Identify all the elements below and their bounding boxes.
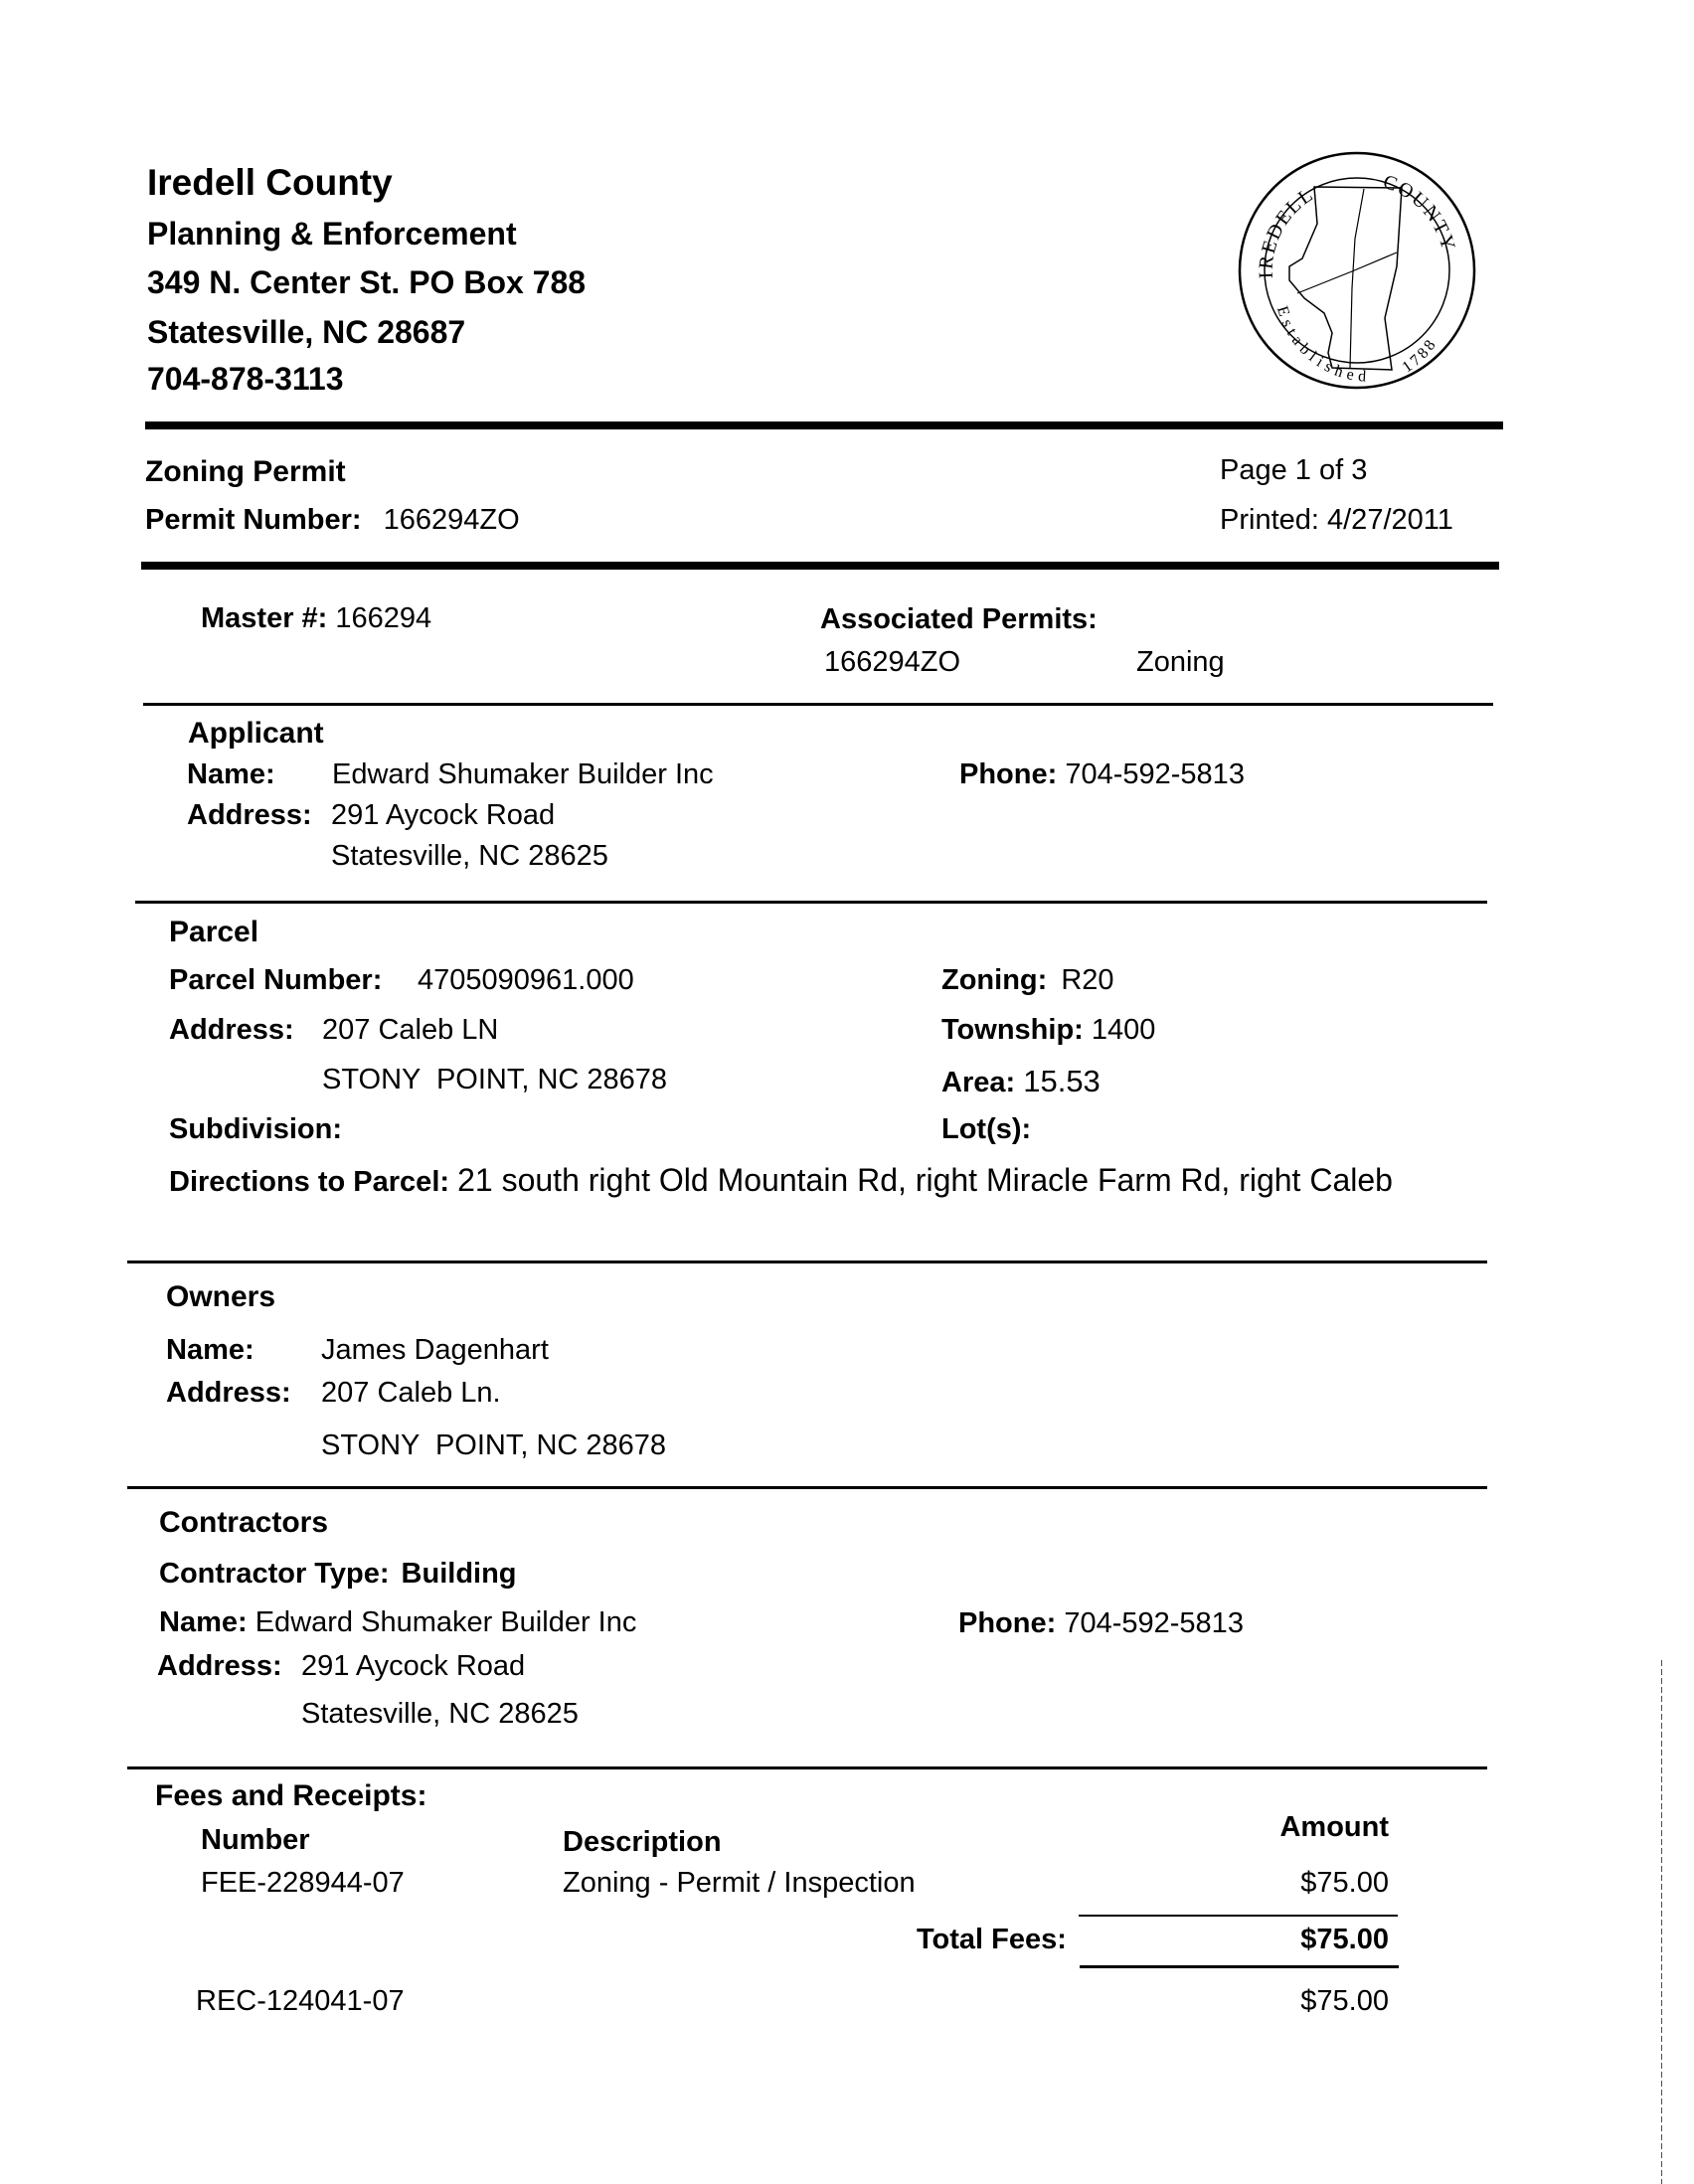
area-label: Area: bbox=[941, 1067, 1016, 1098]
receipt-amount: $75.00 bbox=[1300, 1985, 1389, 2017]
permit-number-label: Permit Number: bbox=[145, 504, 362, 536]
receipt-number: REC-124041-07 bbox=[196, 1985, 405, 2017]
fees-col-number: Number bbox=[201, 1824, 310, 1856]
section-rule bbox=[143, 703, 1493, 706]
master-number: 166294 bbox=[335, 602, 432, 634]
owners-heading: Owners bbox=[166, 1280, 276, 1313]
zoning-label: Zoning: bbox=[941, 964, 1048, 996]
parcel-heading: Parcel bbox=[169, 916, 259, 948]
fees-col-amount: Amount bbox=[1279, 1811, 1389, 1843]
lots-label: Lot(s): bbox=[941, 1113, 1032, 1145]
owner-address-label: Address: bbox=[166, 1377, 291, 1409]
contractor-type: Building bbox=[401, 1558, 517, 1590]
contractor-type-label: Contractor Type: bbox=[159, 1558, 390, 1590]
county-seal-icon bbox=[1233, 149, 1481, 393]
applicant-heading: Applicant bbox=[188, 717, 324, 750]
parcel-number-label: Parcel Number: bbox=[169, 964, 383, 996]
contractor-address-label: Address: bbox=[157, 1650, 282, 1682]
applicant-name: Edward Shumaker Builder Inc bbox=[332, 758, 714, 790]
scan-edge-line bbox=[1661, 1660, 1662, 2184]
applicant-phone: 704-592-5813 bbox=[1065, 758, 1245, 790]
owner-address-line1: 207 Caleb Ln. bbox=[321, 1377, 501, 1409]
printed-date: Printed: 4/27/2011 bbox=[1220, 504, 1453, 536]
area-row bbox=[941, 1066, 1101, 1097]
fee-description: Zoning - Permit / Inspection bbox=[563, 1867, 916, 1899]
section-rule bbox=[135, 901, 1487, 904]
applicant-phone-label: Phone: bbox=[959, 758, 1058, 790]
applicant-address-line2: Statesville, NC 28625 bbox=[331, 840, 608, 872]
contractors-heading: Contractors bbox=[159, 1506, 329, 1539]
contractor-phone-row bbox=[958, 1609, 1244, 1638]
applicant-address-line1: 291 Aycock Road bbox=[331, 799, 556, 831]
zoning-value: R20 bbox=[1061, 964, 1114, 996]
fee-number: FEE-228944-07 bbox=[201, 1867, 405, 1899]
township-row bbox=[941, 1016, 1155, 1045]
total-fees-amount: $75.00 bbox=[1300, 1924, 1389, 1955]
total-top-rule bbox=[1079, 1915, 1398, 1917]
parcel-address-line2: STONY POINT, NC 28678 bbox=[322, 1064, 668, 1095]
directions-row bbox=[169, 1164, 1393, 1197]
directions-text: 21 south right Old Mountain Rd, right Miracle Farm Rd, right Caleb bbox=[457, 1162, 1393, 1198]
directions-label: Directions to Parcel: bbox=[169, 1166, 450, 1198]
contractor-name-row bbox=[159, 1608, 636, 1637]
area-value: 15.53 bbox=[1023, 1064, 1101, 1098]
contractor-name-label: Name: bbox=[159, 1606, 248, 1638]
org-phone: 704-878-3113 bbox=[147, 361, 344, 397]
section-rule bbox=[127, 1766, 1487, 1769]
contractor-type-row bbox=[159, 1560, 517, 1589]
applicant-name-label: Name: bbox=[187, 758, 275, 790]
permit-rule bbox=[141, 562, 1499, 570]
subdivision-label: Subdivision: bbox=[169, 1113, 342, 1145]
parcel-address-line1: 207 Caleb LN bbox=[322, 1014, 499, 1046]
header-rule bbox=[145, 421, 1503, 429]
permit-number: 166294ZO bbox=[383, 504, 520, 536]
associated-permit-number: 166294ZO bbox=[824, 646, 961, 678]
contractor-phone-label: Phone: bbox=[958, 1607, 1057, 1639]
fees-col-description: Description bbox=[563, 1826, 722, 1858]
fees-heading: Fees and Receipts: bbox=[155, 1779, 427, 1812]
owner-name-label: Name: bbox=[166, 1334, 254, 1366]
org-name: Iredell County bbox=[147, 162, 393, 203]
total-fees-label: Total Fees: bbox=[917, 1924, 1067, 1955]
svg-text:IREDELL: IREDELL bbox=[1255, 183, 1319, 279]
section-rule bbox=[127, 1486, 1487, 1489]
org-street: 349 N. Center St. PO Box 788 bbox=[147, 264, 587, 300]
parcel-address-label: Address: bbox=[169, 1014, 294, 1046]
svg-text:Established: Established bbox=[1272, 304, 1372, 386]
page-indicator: Page 1 of 3 bbox=[1220, 454, 1368, 486]
owner-address-line2: STONY POINT, NC 28678 bbox=[321, 1429, 667, 1461]
township-label: Township: bbox=[941, 1014, 1084, 1046]
permit-title: Zoning Permit bbox=[145, 455, 346, 488]
zoning-row bbox=[941, 966, 1114, 995]
parcel-number: 4705090961.000 bbox=[418, 964, 634, 996]
township-value: 1400 bbox=[1091, 1014, 1156, 1046]
total-bottom-rule bbox=[1080, 1965, 1399, 1968]
permit-number-row bbox=[145, 506, 520, 535]
org-city: Statesville, NC 28687 bbox=[147, 314, 466, 350]
master-row bbox=[201, 604, 431, 633]
department-name: Planning & Enforcement bbox=[147, 216, 517, 252]
associated-permits-label: Associated Permits: bbox=[820, 603, 1098, 635]
associated-permit-type: Zoning bbox=[1136, 646, 1225, 678]
svg-text:COUNTY: COUNTY bbox=[1380, 170, 1460, 254]
master-label: Master #: bbox=[201, 602, 328, 634]
contractor-address-line1: 291 Aycock Road bbox=[301, 1650, 526, 1682]
applicant-phone-row bbox=[959, 760, 1245, 789]
section-rule bbox=[127, 1260, 1487, 1263]
contractor-phone: 704-592-5813 bbox=[1064, 1607, 1244, 1639]
contractor-address-line2: Statesville, NC 28625 bbox=[301, 1698, 579, 1730]
owner-name: James Dagenhart bbox=[321, 1334, 549, 1366]
svg-text:1788: 1788 bbox=[1399, 334, 1441, 377]
contractor-name: Edward Shumaker Builder Inc bbox=[254, 1606, 637, 1638]
fee-amount: $75.00 bbox=[1300, 1867, 1389, 1899]
applicant-address-label: Address: bbox=[187, 799, 312, 831]
